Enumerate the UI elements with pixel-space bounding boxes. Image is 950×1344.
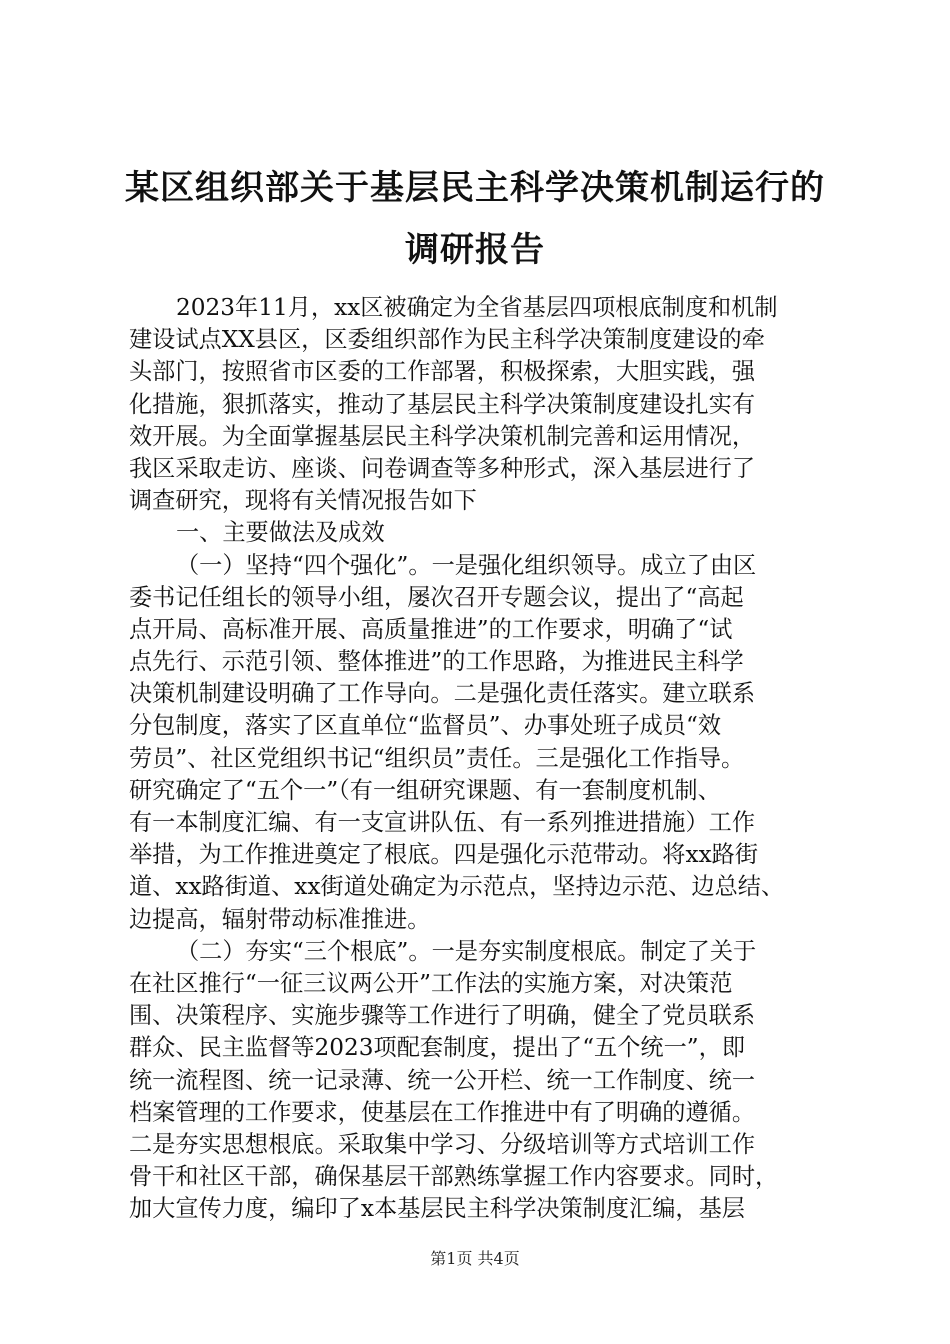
text-line: （一）坚持“四个强化”。一是强化组织领导。成立了由区 bbox=[176, 551, 757, 579]
text-line: 点开局、高标准开展、高质量推进”的工作要求，明确了“试 bbox=[129, 615, 733, 643]
text-line: 委书记任组长的领导小组，屡次召开专题会议，提出了“高起 bbox=[129, 583, 744, 611]
text-line: 分包制度，落实了区直单位“监督员”、办事处班子成员“效 bbox=[129, 712, 722, 740]
text-line: 群众、民主监督等2023项配套制度，提出了“五个统一”，即 bbox=[129, 1034, 746, 1062]
text-line: 调查研究，现将有关情况报告如下 bbox=[129, 487, 477, 515]
text-line: 道、xx路街道、xx街道处确定为示范点，坚持边示范、边总结、 bbox=[129, 873, 785, 901]
text-line: 有一本制度汇编、有一支宣讲队伍、有一系列推进措施）工作 bbox=[129, 809, 756, 836]
text-line: 建设试点XX县区，区委组织部作为民主科学决策制度建设的牵 bbox=[129, 326, 765, 354]
section-heading: 一、主要做法及成效 bbox=[176, 519, 385, 547]
text-line: 二是夯实思想根底。采取集中学习、分级培训等方式培训工作 bbox=[129, 1130, 756, 1158]
text-line: 头部门，按照省市区委的工作部署，积极探索，大胆实践，强 bbox=[129, 358, 756, 386]
text-line: 我区采取走访、座谈、问卷调查等多种形式，深入基层进行了 bbox=[129, 454, 756, 482]
text-line: 在社区推行“一征三议两公开”工作法的实施方案，对决策范 bbox=[129, 969, 733, 997]
document-title-line-2: 调研报告 bbox=[405, 230, 545, 270]
text-line: 决策机制建设明确了工作导向。二是强化责任落实。建立联系 bbox=[129, 680, 756, 708]
text-line: 加大宣传力度，编印了x本基层民主科学决策制度汇编，基层 bbox=[129, 1195, 745, 1223]
page-number-footer: 第1页 共4页 bbox=[430, 1249, 520, 1268]
text-line: 化措施，狠抓落实，推动了基层民主科学决策制度建设扎实有 bbox=[129, 390, 756, 418]
text-line: 研究确定了“五个一”（有一组研究课题、有一套制度机制、 bbox=[129, 776, 721, 804]
document-title-line-1: 某区组织部关于基层民主科学决策机制运行的 bbox=[125, 168, 825, 208]
text-line: 骨干和社区干部，确保基层干部熟练掌握工作内容要求。同时， bbox=[129, 1163, 779, 1191]
text-line: 档案管理的工作要求，使基层在工作推进中有了明确的遵循。 bbox=[129, 1098, 756, 1126]
text-line: 点先行、示范引领、整体推进”的工作思路，为推进民主科学 bbox=[129, 648, 744, 676]
text-line: 边提高，辐射带动标准推进。 bbox=[129, 905, 431, 933]
text-line: 效开展。为全面掌握基层民主科学决策机制完善和运用情况， bbox=[129, 422, 756, 450]
text-line: 2023年11月，xx区被确定为全省基层四项根底制度和机制 bbox=[176, 294, 778, 321]
text-line: 举措，为工作推进奠定了根底。四是强化示范带动。将xx路街 bbox=[129, 841, 759, 869]
text-line: 统一流程图、统一记录薄、统一公开栏、统一工作制度、统一 bbox=[129, 1066, 756, 1094]
text-line: （二）夯实“三个根底”。一是夯实制度根底。制定了关于 bbox=[176, 937, 757, 965]
document-body bbox=[129, 292, 834, 1225]
text-line: 围、决策程序、实施步骤等工作进行了明确，健全了党员联系 bbox=[129, 1002, 756, 1030]
text-line: 劳员”、社区党组织书记“组织员”责任。三是强化工作指导。 bbox=[129, 744, 745, 772]
